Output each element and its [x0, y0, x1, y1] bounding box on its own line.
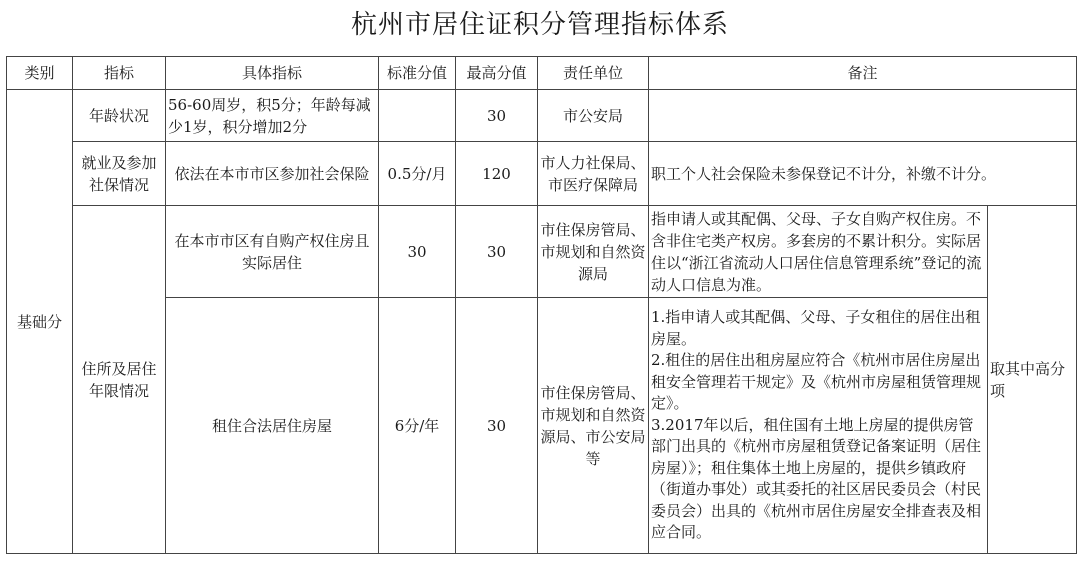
unit-cell: 市住保房管局、市规划和自然资源局、市公安局等 [538, 298, 649, 554]
max-cell: 30 [456, 90, 538, 142]
unit-cell: 市公安局 [538, 90, 649, 142]
category-cell: 基础分 [7, 90, 73, 554]
max-cell: 30 [456, 298, 538, 554]
header-unit: 责任单位 [538, 57, 649, 90]
header-detail: 具体指标 [166, 57, 379, 90]
note-cell: 1.指申请人或其配偶、父母、子女租住的居住出租房屋。 2.租住的居住出租房屋应符合《杭州市居住房屋出租安全管理若干规定》及《杭州市房屋租赁管理规定》。 3.2017年以后，租住国有土地上房屋的提供房管部门出具的《杭州市房屋租赁登记备案证明（居住房屋）》；租住集体土地上房屋的，提供乡镇政府（街道办事处）或其委托的社区居民委员会（村民委员会）出具的《杭州市居住房屋安全排查表及相应合同。 [649, 298, 988, 554]
page-title: 杭州市居住证积分管理指标体系 [350, 10, 729, 40]
note-cell: 职工个人社会保险未参保登记不计分，补缴不计分。 [649, 142, 1077, 206]
standard-cell: 0.5分/月 [379, 142, 456, 206]
standard-cell [379, 90, 456, 142]
indicator-cell: 住所及居住年限情况 [73, 206, 166, 554]
header-row [7, 57, 1077, 90]
indicator-cell: 就业及参加社保情况 [73, 142, 166, 206]
detail-cell: 在本市市区有自购产权住房且实际居住 [166, 206, 379, 298]
header-max: 最高分值 [456, 57, 538, 90]
extra-note-cell: 取其中高分项 [988, 206, 1077, 554]
note-cell: 指申请人或其配偶、父母、子女自购产权住房。不含非住宅类产权房。多套房的不累计积分。实际居住以“浙江省流动人口居住信息管理系统”登记的流动人口信息为准。 [649, 206, 988, 298]
detail-cell: 依法在本市市区参加社会保险 [166, 142, 379, 206]
unit-cell: 市住保房管局、市规划和自然资源局 [538, 206, 649, 298]
header-standard: 标准分值 [379, 57, 456, 90]
table-row [7, 206, 1077, 298]
max-cell: 30 [456, 206, 538, 298]
table-row [7, 298, 1077, 554]
header-category: 类别 [7, 57, 73, 90]
unit-cell: 市人力社保局、市医疗保障局 [538, 142, 649, 206]
max-cell: 120 [456, 142, 538, 206]
table-row [7, 90, 1077, 142]
note-cell [649, 90, 1077, 142]
detail-cell: 56-60周岁，积5分；年龄每减少1岁，积分增加2分 [166, 90, 379, 142]
header-indicator: 指标 [73, 57, 166, 90]
table-row [7, 142, 1077, 206]
header-note: 备注 [649, 57, 1077, 90]
indicator-cell: 年龄状况 [73, 90, 166, 142]
indicator-table [6, 56, 1076, 568]
standard-cell: 6分/年 [379, 298, 456, 554]
detail-cell: 租住合法居住房屋 [166, 298, 379, 554]
standard-cell: 30 [379, 206, 456, 298]
